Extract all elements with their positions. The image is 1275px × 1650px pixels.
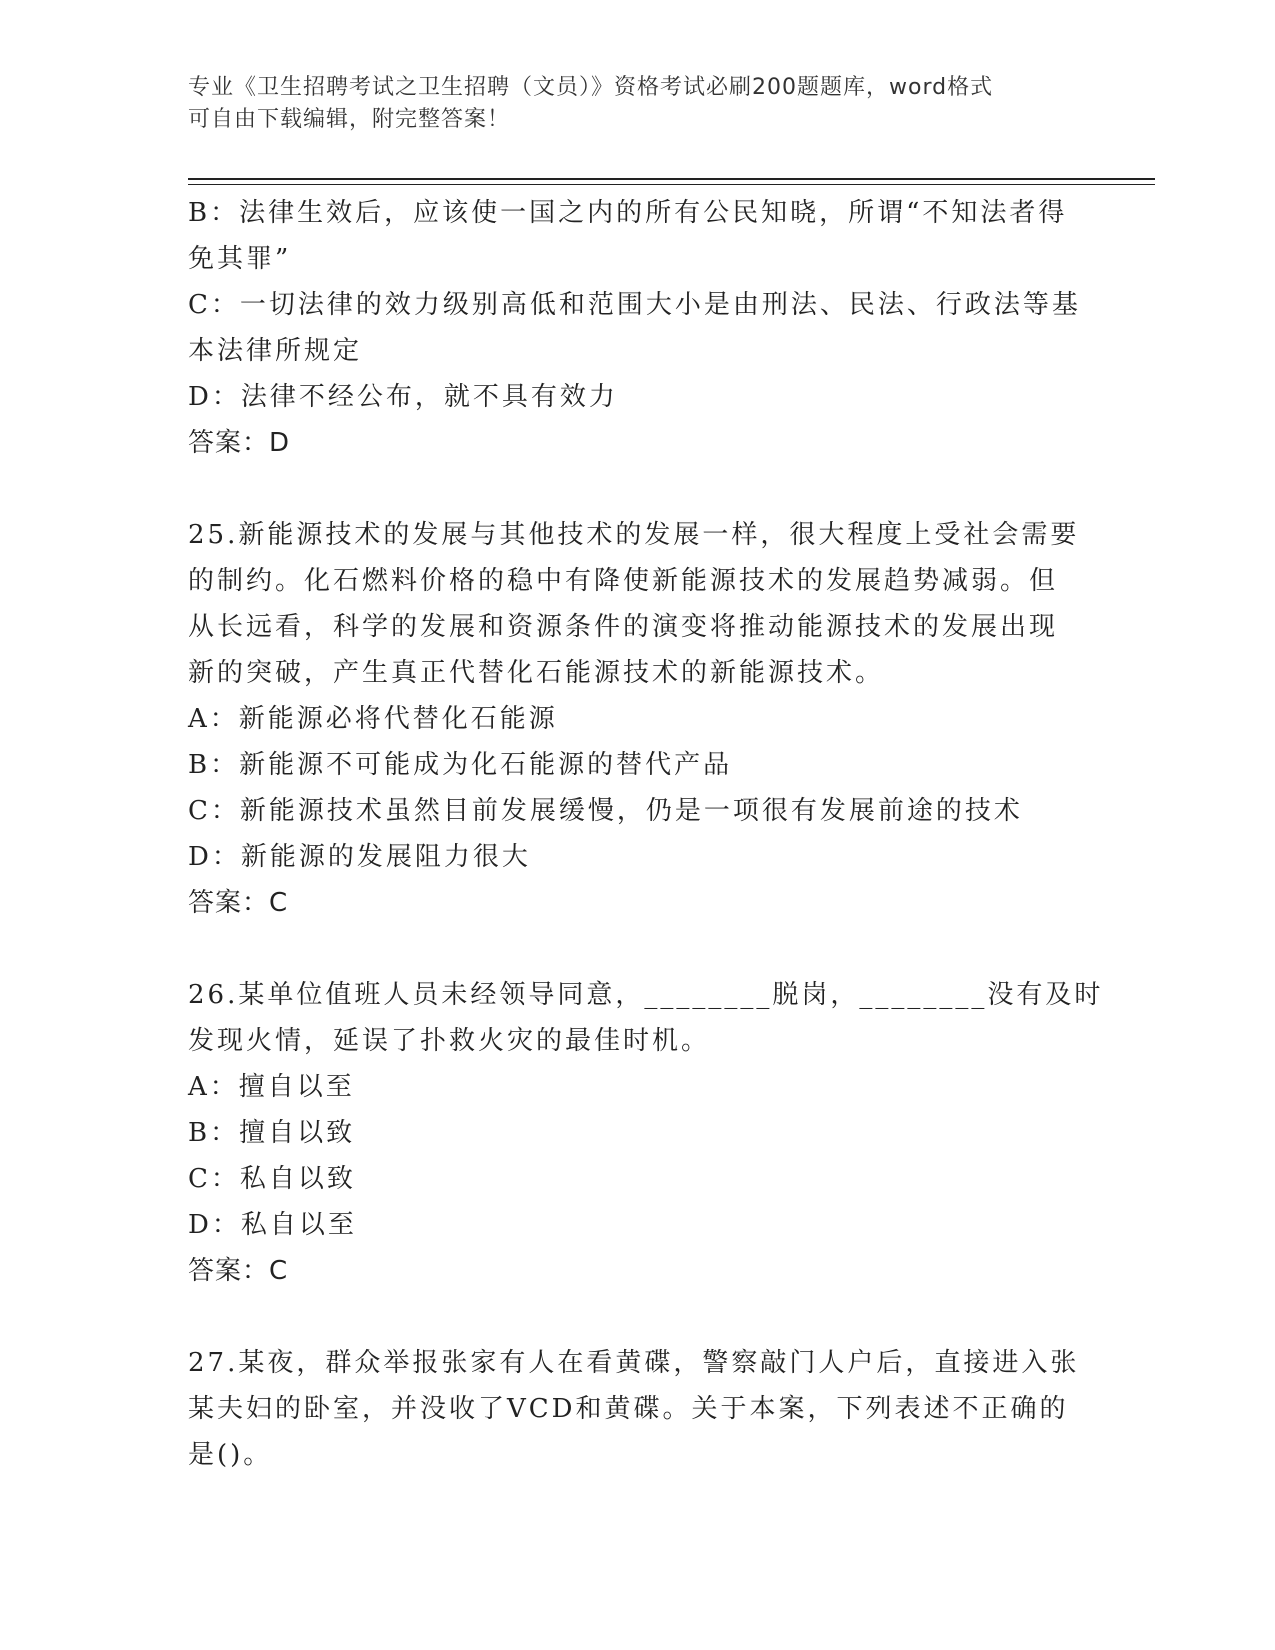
answer-26: 答案：C (188, 1256, 289, 1286)
question-stem-line: 是()。 (188, 1440, 273, 1470)
question-stem-line: 新的突破，产生真正代替化石能源技术的新能源技术。 (188, 658, 885, 688)
question-26 (188, 972, 1104, 1294)
header-divider-thin (188, 184, 1155, 185)
option-c: C：新能源技术虽然目前发展缓慢，仍是一项很有发展前途的技术 (188, 796, 1023, 826)
document-body (188, 190, 1104, 1478)
question-27 (188, 1340, 1088, 1478)
header-title-line-1: 专业《卫生招聘考试之卫生招聘（文员）》资格考试必刷200题题库，word格式 (188, 75, 994, 100)
option-b-line-1: B：法律生效后，应该使一国之内的所有公民知晓，所谓“不知法者得 (188, 198, 1068, 228)
answer-24: 答案：D (188, 428, 291, 458)
option-b-line-2: 免其罪” (188, 244, 292, 274)
spacer (188, 1294, 1088, 1340)
answer-25: 答案：C (188, 888, 289, 918)
question-24-continued (188, 190, 1088, 466)
option-c-line-2: 本法律所规定 (188, 336, 363, 366)
question-stem-line: 从长远看，科学的发展和资源条件的演变将推动能源技术的发展出现 (188, 612, 1059, 642)
option-d: D：法律不经公布，就不具有效力 (188, 382, 618, 412)
question-stem-line: 26.某单位值班人员未经领导同意，________脱岗，________没有及时 (188, 980, 1104, 1010)
option-b: B：擅自以致 (188, 1118, 356, 1148)
header-title-line-2: 可自由下载编辑，附完整答案！ (188, 107, 511, 132)
question-stem-line: 27.某夜，群众举报张家有人在看黄碟，警察敲门人户后，直接进入张 (188, 1348, 1080, 1378)
question-25 (188, 512, 1088, 926)
option-d: D：私自以至 (188, 1210, 357, 1240)
document-header (188, 72, 1068, 136)
question-stem-line: 发现火情，延误了扑救火灾的最佳时机。 (188, 1026, 711, 1056)
question-stem-line: 的制约。化石燃料价格的稳中有降使新能源技术的发展趋势减弱。但 (188, 566, 1059, 596)
option-c-line-1: C：一切法律的效力级别高低和范围大小是由刑法、民法、行政法等基 (188, 290, 1081, 320)
spacer (188, 926, 1088, 972)
spacer (188, 466, 1088, 512)
question-stem-line: 25.新能源技术的发展与其他技术的发展一样，很大程度上受社会需要 (188, 520, 1080, 550)
question-stem-line: 某夫妇的卧室，并没收了VCD和黄碟。关于本案，下列表述不正确的 (188, 1394, 1069, 1424)
option-a: A：擅自以至 (188, 1072, 355, 1102)
option-c: C：私自以致 (188, 1164, 356, 1194)
header-divider-thick (188, 178, 1155, 180)
option-a: A：新能源必将代替化石能源 (188, 704, 558, 734)
option-b: B：新能源不可能成为化石能源的替代产品 (188, 750, 733, 780)
option-d: D：新能源的发展阻力很大 (188, 842, 531, 872)
